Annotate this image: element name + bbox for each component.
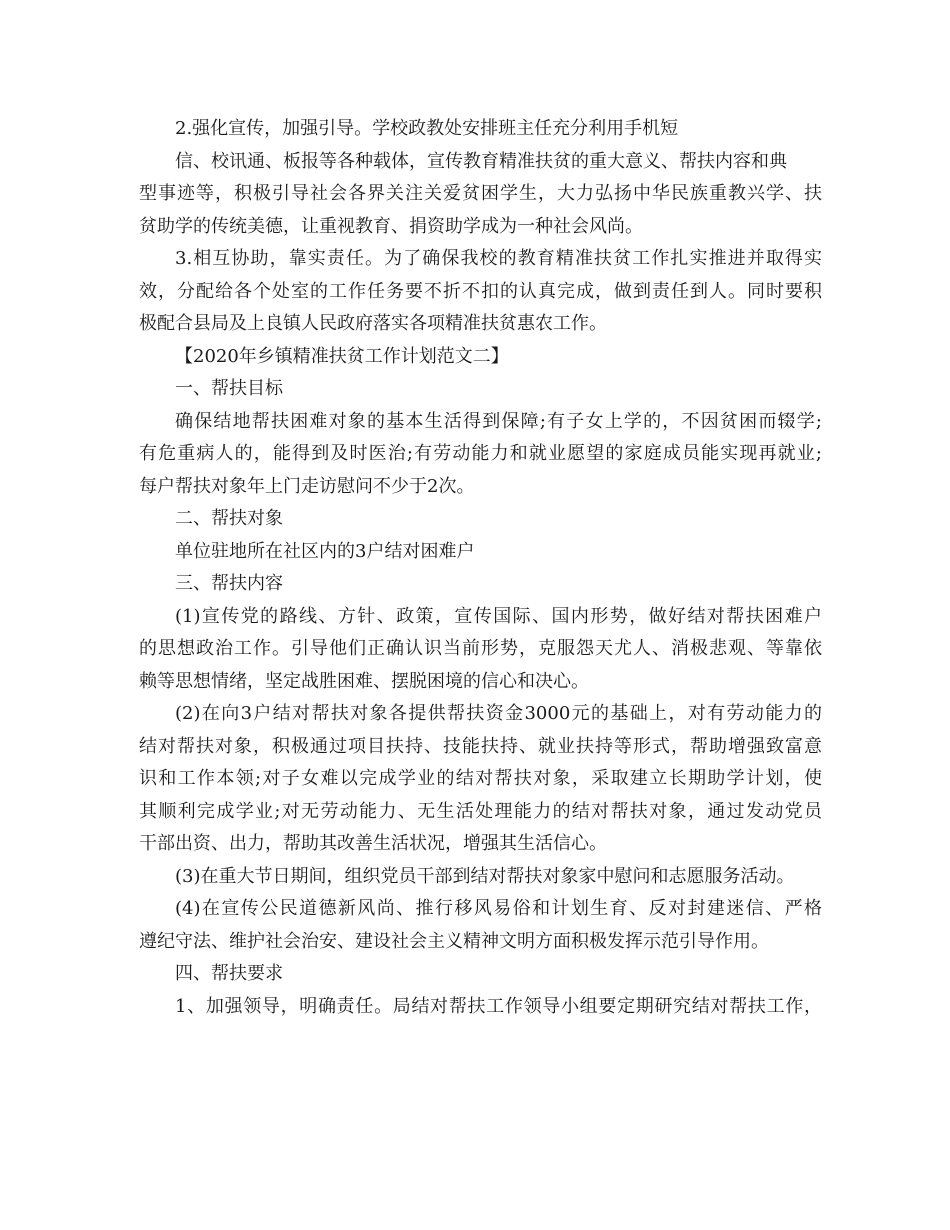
text-line: 其顺利完成学业;对无劳动能力、无生活处理能力的结对帮扶对象，通过发动党员 [139, 800, 822, 822]
text-line: 2.强化宣传，加强引导。学校政教处安排班主任充分利用手机短 [175, 118, 679, 139]
text-line: 单位驻地所在社区内的3户结对困难户 [175, 540, 475, 562]
text-line: 每户帮扶对象年上门走访慰问不少于2次。 [139, 475, 475, 497]
text-line: 三、帮扶内容 [175, 573, 283, 594]
document-body [139, 113, 822, 1023]
text-line: 【2020年乡镇精准扶贫工作计划范文二】 [175, 345, 509, 367]
text-line: 遵纪守法、维护社会治安、建设社会主义精神文明方面积极发挥示范引导作用。 [139, 930, 769, 952]
text-line: (1)宣传党的路线、方针、政策，宣传国际、国内形势，做好结对帮扶困难户 [175, 605, 822, 627]
text-line: 贫助学的传统美德，让重视教育、捐资助学成为一种社会风尚。 [139, 215, 643, 237]
text-line: (3)在重大节日期间，组织党员干部到结对帮扶对象家中慰问和志愿服务活动。 [175, 865, 795, 887]
text-line: 信、校讯通、板报等各种载体，宣传教育精准扶贫的重大意义、帮扶内容和典 [175, 150, 787, 172]
text-line: 四、帮扶要求 [175, 963, 283, 984]
text-line: 3.相互协助，靠实责任。为了确保我校的教育精准扶贫工作扎实推进并取得实 [175, 248, 822, 269]
text-line: 一、帮扶目标 [175, 378, 283, 399]
text-line: 干部出资、出力，帮助其改善生活状况，增强其生活信心。 [139, 833, 607, 854]
text-line: 结对帮扶对象，积极通过项目扶持、技能扶持、就业扶持等形式，帮助增强致富意 [139, 735, 822, 757]
text-line: (2)在向3户结对帮扶对象各提供帮扶资金3000元的基础上，对有劳动能力的 [175, 703, 822, 724]
text-line: 效，分配给各个处室的工作任务要不折不扣的认真完成，做到责任到人。同时要积 [139, 280, 822, 302]
text-line: (4)在宣传公民道德新风尚、推行移风易俗和计划生育、反对封建迷信、严格 [175, 898, 822, 919]
text-line: 确保结地帮扶困难对象的基本生活得到保障;有子女上学的，不因贫困而辍学; [175, 410, 822, 432]
text-line: 有危重病人的，能得到及时医治;有劳动能力和就业愿望的家庭成员能实现再就业; [139, 443, 822, 464]
text-line: 型事迹等，积极引导社会各界关注关爱贫困学生，大力弘扬中华民族重教兴学、扶 [139, 183, 822, 204]
text-line: 赖等思想情绪，坚定战胜困难、摆脱困境的信心和决心。 [139, 670, 589, 692]
text-line: 极配合县局及上良镇人民政府落实各项精准扶贫惠农工作。 [139, 313, 607, 334]
text-line: 1、加强领导，明确责任。局结对帮扶工作领导小组要定期研究结对帮扶工作， [175, 995, 822, 1017]
text-line: 的思想政治工作。引导他们正确认识当前形势，克服怨天尤人、消极悲观、等靠依 [139, 638, 822, 659]
text-line: 识和工作本领;对子女难以完成学业的结对帮扶对象，采取建立长期助学计划，使 [139, 768, 822, 789]
text-line: 二、帮扶对象 [175, 508, 283, 529]
